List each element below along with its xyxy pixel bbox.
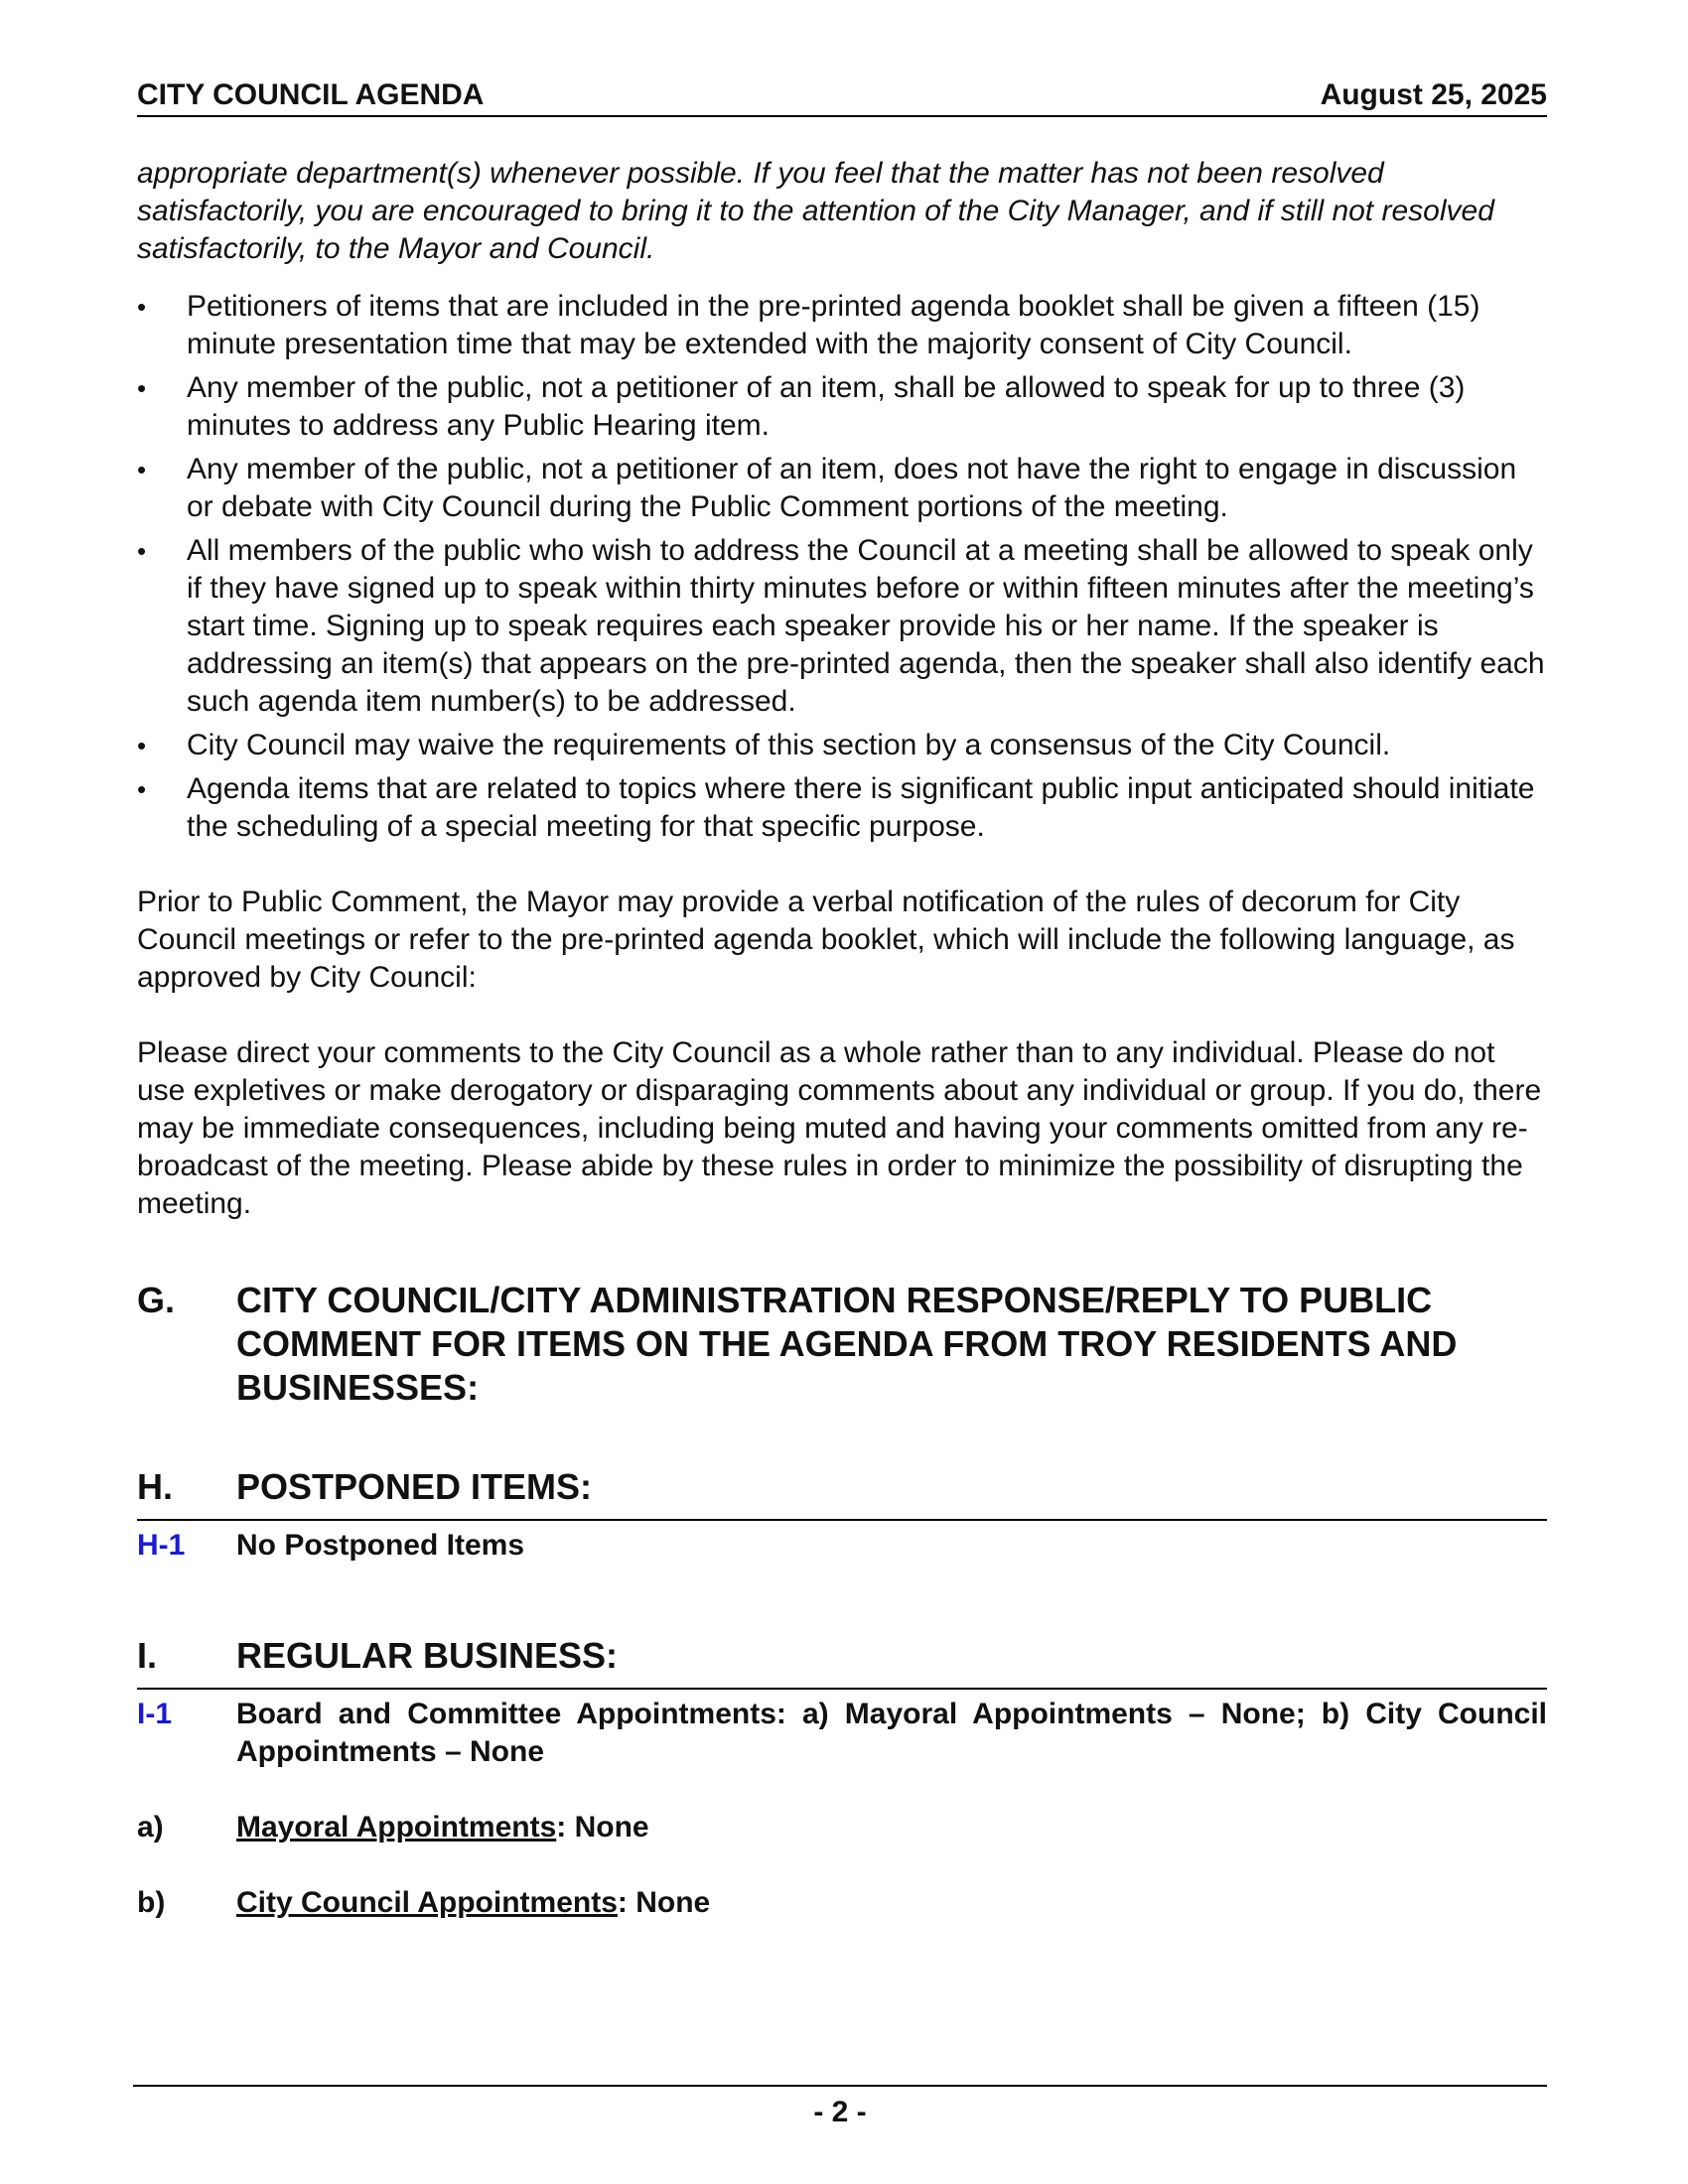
rule-item — [137, 727, 1547, 764]
page-number: - 2 - — [813, 2096, 867, 2128]
sub-title: City Council Appointments — [236, 1886, 618, 1919]
bullet-icon: • — [137, 774, 147, 804]
sub-label: b) — [137, 1886, 166, 1919]
section-title: CITY COUNCIL/CITY ADMINISTRATION RESPONSE/REPLY TO PUBLIC COMMENT FOR ITEMS ON THE AGENDA FROM TROY RESIDENTS AND BUSINESSES: — [236, 1280, 1458, 1408]
sub-item-mayoral — [137, 1809, 1547, 1846]
decorum-text: Please direct your comments to the City Council as a whole rather than to any individual. Please do not use expletives or make derogatory or disparaging comments about any individual or group. If you do, there may be immediate consequences, including being muted and having your comments omitted from any re-broadcast of the meeting. Please abide by these rules in order to minimize the possibility of disrupting the meeting. — [137, 1036, 1542, 1220]
intro-paragraph: appropriate department(s) whenever possible. If you feel that the matter has not been resolved satisfactorily, you are encouraged to bring it to the attention of the City Manager, and if still not resolved satisfactorily, to the Mayor and Council. — [137, 157, 1494, 265]
rule-item — [137, 451, 1547, 526]
section-h-heading — [137, 1465, 1547, 1521]
sub-value: : None — [617, 1886, 711, 1919]
agenda-page — [137, 77, 1547, 1922]
section-title: REGULAR BUSINESS: — [236, 1635, 619, 1676]
item-text: Board and Committee Appointments: a) Mayoral Appointments – None; b) City Council Appointments – None — [236, 1698, 1547, 1768]
rule-item — [137, 770, 1547, 846]
page-footer — [133, 2085, 1547, 2130]
item-number: I-1 — [137, 1698, 173, 1730]
rule-text: Agenda items that are related to topics where there is significant public input anticipated should initiate the scheduling of a special meeting for that specific purpose. — [187, 772, 1535, 843]
sub-title: Mayoral Appointments — [236, 1811, 557, 1843]
sub-item-council — [137, 1884, 1547, 1922]
header-title: CITY COUNCIL AGENDA — [137, 78, 485, 111]
section-letter: H. — [137, 1466, 173, 1507]
rule-text: Any member of the public, not a petitioner of an item, shall be allowed to speak for up to three (3) minutes to address any Public Hearing item. — [187, 371, 1466, 442]
rule-item — [137, 369, 1547, 445]
sub-value: : None — [556, 1811, 649, 1843]
agenda-item-h1 — [137, 1527, 1547, 1565]
rules-list — [137, 288, 1547, 846]
section-title: POSTPONED ITEMS: — [236, 1466, 593, 1507]
rule-item — [137, 532, 1547, 721]
section-i-heading — [137, 1634, 1547, 1690]
rule-text: City Council may waive the requirements of this section by a consensus of the City Council. — [187, 729, 1391, 761]
item-number: H-1 — [137, 1529, 186, 1562]
decorum-intro: Prior to Public Comment, the Mayor may provide a verbal notification of the rules of decorum for City Council meetings or refer to the pre-printed agenda booklet, which will include the following language, as approved by City Council: — [137, 886, 1515, 994]
section-g-heading — [137, 1279, 1547, 1410]
bullet-icon: • — [137, 536, 147, 566]
agenda-item-i1 — [137, 1696, 1547, 1771]
sub-text — [236, 1884, 710, 1922]
rule-item — [137, 288, 1547, 363]
header-date: August 25, 2025 — [1320, 78, 1547, 111]
section-letter: G. — [137, 1280, 176, 1320]
item-text: No Postponed Items — [236, 1529, 525, 1562]
bullet-icon: • — [137, 373, 147, 403]
section-letter: I. — [137, 1635, 158, 1676]
rule-text: Any member of the public, not a petitioner of an item, does not have the right to engage in discussion or debate with City Council during the Public Comment portions of the meeting. — [187, 453, 1517, 523]
sub-label: a) — [137, 1811, 164, 1843]
page-header — [137, 77, 1547, 117]
bullet-icon: • — [137, 455, 147, 484]
bullet-icon: • — [137, 292, 147, 322]
sub-text — [236, 1809, 649, 1846]
bullet-icon: • — [137, 731, 147, 760]
rule-text: All members of the public who wish to address the Council at a meeting shall be allowed to speak only if they have signed up to speak within thirty minutes before or within fifteen minutes after the meeting’s start time. Signing up to speak requires each speaker provide his or her name. If the speaker is addressing an item(s) that appears on the pre-printed agenda, then the speaker shall also identify each such agenda item number(s) to be addressed. — [187, 534, 1545, 718]
rule-text: Petitioners of items that are included in the pre-printed agenda booklet shall be given a fifteen (15) minute presentation time that may be extended with the majority consent of City Council. — [187, 290, 1480, 360]
